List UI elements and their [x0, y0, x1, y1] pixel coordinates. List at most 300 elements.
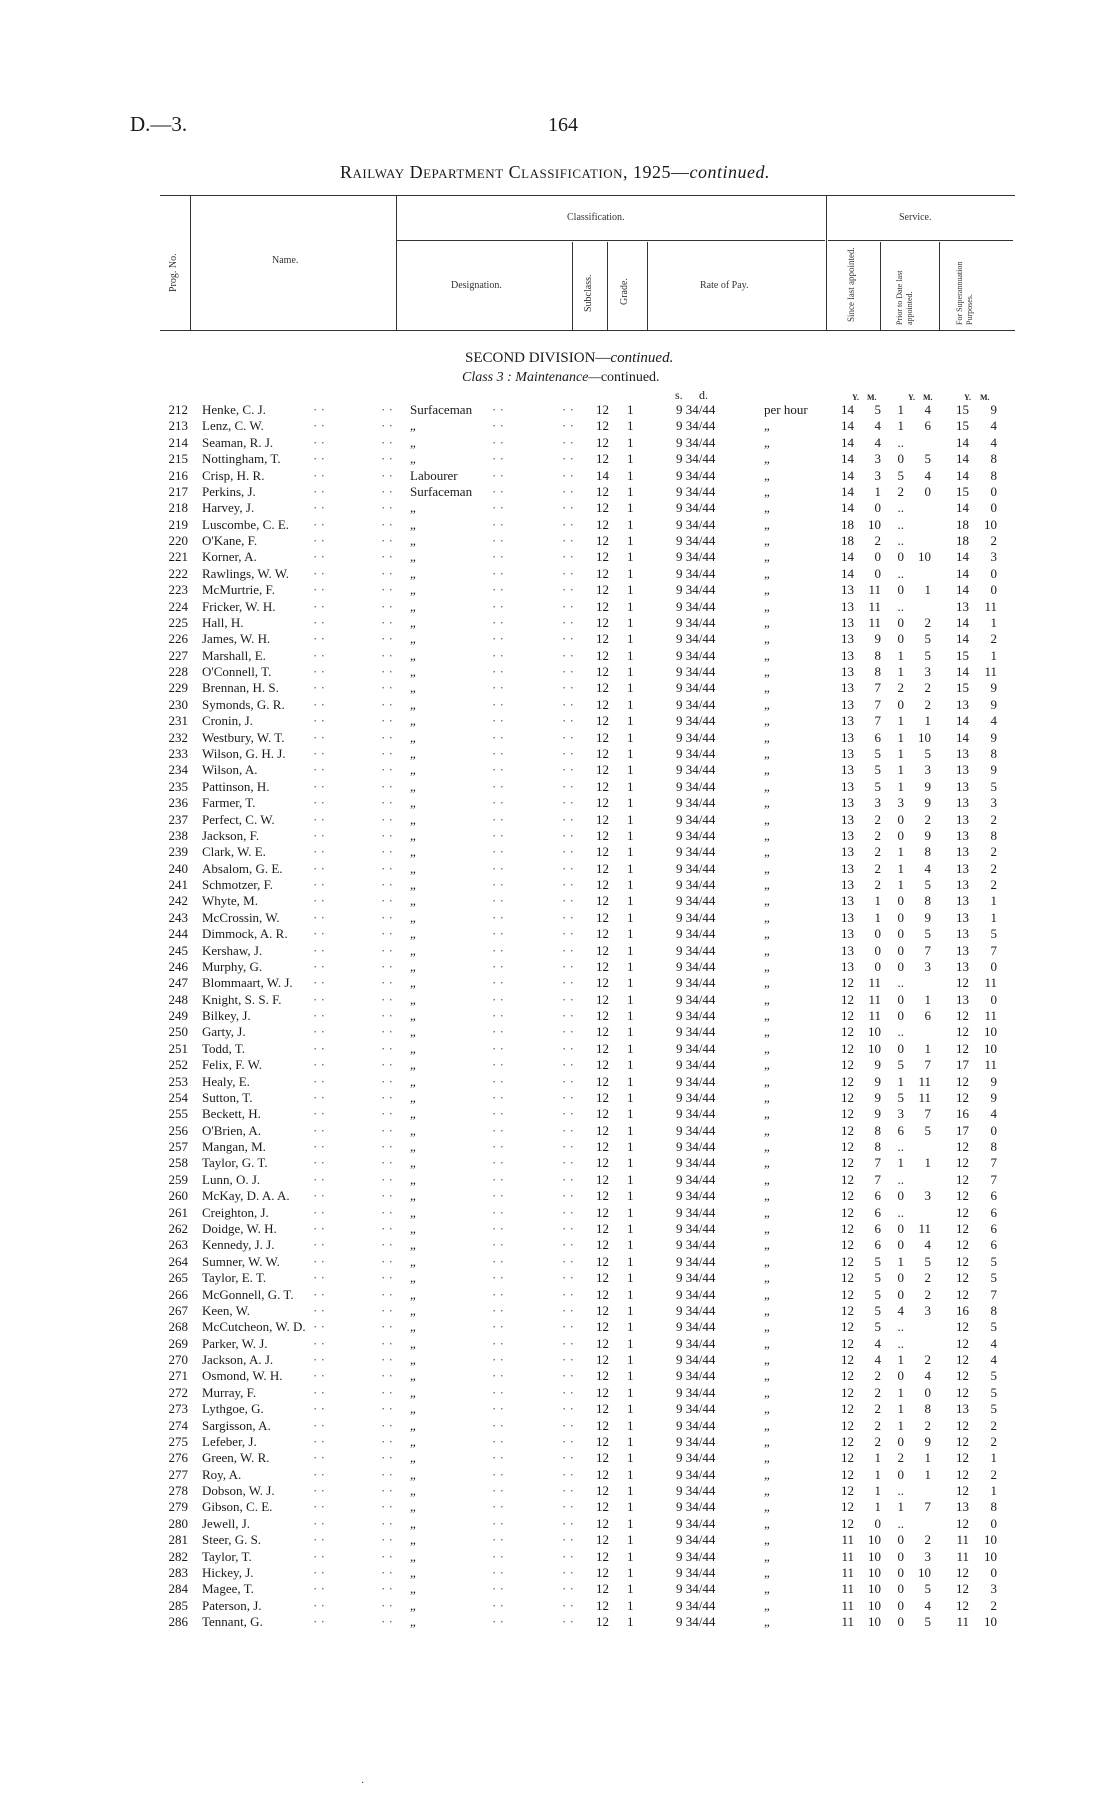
prior-service-months: 5	[924, 1122, 931, 1138]
leader-dots: · ·	[313, 1352, 325, 1368]
rate-of-pay: 9 34/44	[676, 1073, 716, 1089]
rate-unit: „	[764, 1057, 770, 1073]
rate-of-pay: 9 34/44	[676, 713, 716, 729]
employee-name: Beckett, H.	[202, 1106, 261, 1122]
subclass: 1	[627, 1515, 634, 1531]
superannuation-years: 18	[956, 516, 969, 532]
since-appointed-years: 13	[841, 631, 854, 647]
employee-name: Steer, G. S.	[202, 1532, 262, 1548]
designation: „	[410, 795, 416, 811]
leader-dots: · ·	[381, 893, 393, 909]
prior-service-years: 1	[897, 778, 904, 794]
employee-name: Healy, E.	[202, 1073, 250, 1089]
rate-unit: „	[764, 1106, 770, 1122]
header-designation: Designation.	[451, 280, 502, 291]
superannuation-months: 6	[990, 1204, 997, 1220]
leader-dots: · ·	[381, 631, 393, 647]
superannuation-years: 13	[956, 795, 969, 811]
prog-number: 219	[168, 516, 188, 532]
superannuation-years: 13	[956, 1499, 969, 1515]
leader-dots: · ·	[492, 926, 504, 942]
leader-dots: · ·	[492, 533, 504, 549]
prior-service-years: 0	[897, 1433, 904, 1449]
leader-dots: · ·	[492, 1433, 504, 1449]
rate-of-pay: 9 34/44	[676, 402, 716, 417]
grade: 12	[596, 1352, 609, 1368]
rate-unit: „	[764, 1433, 770, 1449]
prior-service-years: 1	[897, 745, 904, 761]
rate-unit: „	[764, 1499, 770, 1515]
employee-name: Tennant, G.	[202, 1614, 263, 1630]
leader-dots: · ·	[562, 1221, 574, 1236]
leader-dots: · ·	[313, 1450, 325, 1466]
leader-dots: · ·	[313, 1040, 325, 1056]
since-appointed-months: 10	[868, 1532, 881, 1548]
leader-dots: · ·	[313, 991, 325, 1007]
rate-unit: „	[764, 1139, 770, 1155]
superannuation-months: 7	[990, 942, 997, 958]
prog-number: 259	[168, 1171, 188, 1187]
prior-service-years: 0	[897, 1548, 904, 1564]
superannuation-months: 9	[990, 680, 997, 696]
rate-of-pay: 9 34/44	[676, 1515, 716, 1531]
designation: „	[410, 762, 416, 778]
since-appointed-years: 13	[841, 958, 854, 974]
leader-dots: · ·	[313, 1401, 325, 1417]
subclass: 1	[627, 434, 634, 450]
grade: 12	[596, 533, 609, 549]
superannuation-years: 11	[956, 1614, 969, 1630]
designation: „	[410, 631, 416, 647]
prog-number: 227	[168, 647, 188, 663]
rate-unit: „	[764, 1450, 770, 1466]
leader-dots: · ·	[313, 1057, 325, 1073]
superannuation-months: 9	[990, 696, 997, 712]
rate-of-pay: 9 34/44	[676, 926, 716, 942]
employee-name: Gibson, C. E.	[202, 1499, 273, 1515]
rate-of-pay: 9 34/44	[676, 729, 716, 745]
employee-name: Magee, T.	[202, 1581, 254, 1597]
leader-dots: · ·	[492, 1352, 504, 1368]
grade: 12	[596, 1204, 609, 1220]
rate-of-pay: 9 34/44	[676, 516, 716, 532]
since-appointed-years: 13	[841, 713, 854, 729]
rate-unit: „	[764, 418, 770, 434]
superannuation-months: 3	[990, 795, 997, 811]
prior-service-years: 0	[897, 582, 904, 598]
prior-service-years: ..	[897, 975, 904, 991]
employee-name: Garty, J.	[202, 1024, 246, 1040]
table-row	[0, 1598, 1114, 1614]
leader-dots: · ·	[313, 1319, 325, 1335]
superannuation-years: 13	[956, 696, 969, 712]
prior-service-months: 11	[918, 1089, 931, 1105]
division-heading-continued: continued.	[610, 350, 674, 366]
leader-dots: · ·	[381, 1401, 393, 1417]
rate-of-pay: 9 34/44	[676, 1057, 716, 1073]
since-appointed-years: 11	[841, 1548, 854, 1564]
employee-name: Osmond, W. H.	[202, 1368, 283, 1384]
leader-dots: · ·	[562, 1581, 574, 1597]
rate-of-pay: 9 34/44	[676, 1532, 716, 1548]
leader-dots: · ·	[492, 745, 504, 761]
superannuation-months: 0	[990, 483, 997, 499]
since-appointed-years: 12	[841, 1155, 854, 1171]
employee-name: Lythgoe, G.	[202, 1401, 264, 1417]
prior-service-months: 0	[924, 1384, 931, 1400]
rate-of-pay: 9 34/44	[676, 1499, 716, 1515]
prior-service-months: 7	[924, 1499, 931, 1515]
leader-dots: · ·	[381, 647, 393, 663]
grade: 12	[596, 1237, 609, 1253]
prior-service-years: 0	[897, 1270, 904, 1286]
designation: „	[410, 1040, 416, 1056]
since-appointed-years: 13	[841, 844, 854, 860]
employee-name: Seaman, R. J.	[202, 434, 274, 450]
employee-name: Mangan, M.	[202, 1139, 266, 1155]
superannuation-years: 12	[956, 1270, 969, 1286]
designation: Labourer	[410, 467, 458, 483]
superannuation-years: 14	[956, 565, 969, 581]
leader-dots: · ·	[562, 1368, 574, 1384]
superannuation-months: 2	[990, 631, 997, 647]
since-appointed-months: 2	[874, 844, 881, 860]
leader-dots: · ·	[381, 1352, 393, 1368]
leader-dots: · ·	[381, 1057, 393, 1073]
superannuation-months: 4	[990, 434, 997, 450]
superannuation-months: 0	[990, 582, 997, 598]
leader-dots: · ·	[313, 1564, 325, 1580]
service-underline	[828, 240, 1013, 241]
employee-name: O'Connell, T.	[202, 664, 272, 680]
prog-number: 249	[168, 1008, 188, 1024]
rate-unit: „	[764, 1466, 770, 1482]
superannuation-months: 10	[984, 516, 997, 532]
subclass: 1	[627, 811, 634, 827]
subclass: 1	[627, 1614, 634, 1630]
leader-dots: · ·	[492, 483, 504, 499]
superannuation-months: 7	[990, 1171, 997, 1187]
grade: 14	[596, 467, 609, 483]
employee-name: Murphy, G.	[202, 958, 263, 974]
leader-dots: · ·	[381, 1139, 393, 1155]
rate-unit: „	[764, 1286, 770, 1302]
leader-dots: · ·	[313, 893, 325, 909]
rate-unit: „	[764, 1270, 770, 1286]
superannuation-years: 12	[956, 1008, 969, 1024]
rate-unit: „	[764, 942, 770, 958]
leader-dots: · ·	[562, 582, 574, 598]
leader-dots: · ·	[381, 1564, 393, 1580]
since-appointed-months: 8	[874, 1139, 881, 1155]
superannuation-years: 13	[956, 958, 969, 974]
leader-dots: · ·	[492, 1253, 504, 1269]
designation: „	[410, 909, 416, 925]
leader-dots: · ·	[381, 827, 393, 843]
superannuation-months: 4	[990, 1335, 997, 1351]
leader-dots: · ·	[381, 1122, 393, 1138]
superannuation-months: 0	[990, 991, 997, 1007]
superannuation-months: 0	[990, 1122, 997, 1138]
grade: 12	[596, 1597, 609, 1613]
since-appointed-years: 11	[841, 1532, 854, 1548]
designation: „	[410, 860, 416, 876]
prior-service-months: 5	[924, 745, 931, 761]
superannuation-months: 2	[990, 533, 997, 549]
since-appointed-years: 13	[841, 893, 854, 909]
rate-unit: „	[764, 1564, 770, 1580]
grade: 12	[596, 1155, 609, 1171]
designation: „	[410, 1221, 416, 1236]
page-title	[340, 162, 770, 183]
grade: 12	[596, 631, 609, 647]
employee-name: Clark, W. E.	[202, 844, 266, 860]
rate-of-pay: 9 34/44	[676, 1188, 716, 1204]
leader-dots: · ·	[492, 1384, 504, 1400]
prior-service-months: 3	[924, 762, 931, 778]
prog-number: 279	[168, 1499, 188, 1515]
superannuation-years: 15	[956, 647, 969, 663]
since-appointed-months: 6	[874, 1188, 881, 1204]
designation: Surfaceman	[410, 402, 473, 417]
table-row	[0, 1024, 1114, 1040]
table-row	[0, 1123, 1114, 1139]
table-row	[0, 435, 1114, 451]
since-appointed-years: 12	[841, 1073, 854, 1089]
prior-service-months: 5	[924, 1614, 931, 1630]
grade: 12	[596, 1008, 609, 1024]
leader-dots: · ·	[381, 1171, 393, 1187]
subclass: 1	[627, 975, 634, 991]
header-rate-of-pay: Rate of Pay.	[700, 280, 749, 291]
leader-dots: · ·	[381, 1286, 393, 1302]
since-appointed-months: 7	[874, 1171, 881, 1187]
table-row	[0, 779, 1114, 795]
superannuation-years: 12	[956, 1433, 969, 1449]
leader-dots: · ·	[562, 1564, 574, 1580]
since-appointed-months: 1	[874, 1466, 881, 1482]
leader-dots: · ·	[381, 1466, 393, 1482]
since-appointed-years: 13	[841, 664, 854, 680]
superannuation-months: 1	[990, 893, 997, 909]
leader-dots: · ·	[492, 631, 504, 647]
leader-dots: · ·	[562, 1106, 574, 1122]
rate-of-pay: 9 34/44	[676, 1024, 716, 1040]
grade: 12	[596, 975, 609, 991]
leader-dots: · ·	[562, 647, 574, 663]
superannuation-months: 5	[990, 778, 997, 794]
since-appointed-years: 12	[841, 1089, 854, 1105]
employee-name: Pattinson, H.	[202, 778, 270, 794]
table-row	[0, 1155, 1114, 1171]
prog-number: 280	[168, 1515, 188, 1531]
leader-dots: · ·	[381, 402, 393, 417]
prog-number: 262	[168, 1221, 188, 1236]
since-appointed-years: 11	[841, 1614, 854, 1630]
leader-dots: · ·	[313, 582, 325, 598]
subclass: 1	[627, 549, 634, 565]
designation: „	[410, 1597, 416, 1613]
grade: 12	[596, 483, 609, 499]
since-appointed-years: 12	[841, 1204, 854, 1220]
since-appointed-months: 10	[868, 1548, 881, 1564]
leader-dots: · ·	[313, 451, 325, 467]
rate-unit: „	[764, 1614, 770, 1630]
leader-dots: · ·	[492, 1466, 504, 1482]
since-appointed-years: 12	[841, 1335, 854, 1351]
prior-service-months: 9	[924, 827, 931, 843]
rate-unit: „	[764, 1581, 770, 1597]
grade: 12	[596, 598, 609, 614]
leader-dots: · ·	[562, 1073, 574, 1089]
prior-service-months: 4	[924, 467, 931, 483]
designation: „	[410, 1237, 416, 1253]
table-row	[0, 844, 1114, 860]
superannuation-months: 7	[990, 1155, 997, 1171]
rate-unit: „	[764, 1384, 770, 1400]
since-appointed-years: 12	[841, 1171, 854, 1187]
grade: 12	[596, 909, 609, 925]
prior-service-months: 8	[924, 893, 931, 909]
rate-of-pay: 9 34/44	[676, 418, 716, 434]
rate-unit: „	[764, 647, 770, 663]
superannuation-months: 9	[990, 1089, 997, 1105]
since-appointed-months: 6	[874, 1237, 881, 1253]
since-appointed-months: 5	[874, 1253, 881, 1269]
leader-dots: · ·	[381, 1270, 393, 1286]
leader-dots: · ·	[562, 877, 574, 893]
prior-service-months: 7	[924, 1057, 931, 1073]
rate-of-pay: 9 34/44	[676, 1139, 716, 1155]
designation: „	[410, 1515, 416, 1531]
superannuation-years: 16	[956, 1106, 969, 1122]
rate-of-pay: 9 34/44	[676, 844, 716, 860]
employee-name: Rawlings, W. W.	[202, 565, 290, 581]
rate-unit: „	[764, 1483, 770, 1499]
employee-name: Bilkey, J.	[202, 1008, 251, 1024]
subclass: 1	[627, 1204, 634, 1220]
leader-dots: · ·	[492, 975, 504, 991]
prog-number: 266	[168, 1286, 188, 1302]
prior-service-months: 2	[924, 680, 931, 696]
superannuation-years: 12	[956, 1286, 969, 1302]
since-appointed-years: 14	[841, 434, 854, 450]
leader-dots: · ·	[381, 664, 393, 680]
leader-dots: · ·	[381, 1155, 393, 1171]
grade: 12	[596, 729, 609, 745]
since-appointed-months: 10	[868, 1024, 881, 1040]
superannuation-years: 12	[956, 1171, 969, 1187]
rate-of-pay: 9 34/44	[676, 565, 716, 581]
subclass: 1	[627, 1335, 634, 1351]
employee-name: McMurtrie, F.	[202, 582, 275, 598]
leader-dots: · ·	[492, 598, 504, 614]
prior-service-months: 8	[924, 1401, 931, 1417]
subclass: 1	[627, 1286, 634, 1302]
employee-name: Crisp, H. R.	[202, 467, 265, 483]
leader-dots: · ·	[562, 713, 574, 729]
rate-of-pay: 9 34/44	[676, 860, 716, 876]
table-row	[0, 1188, 1114, 1204]
subclass: 1	[627, 1319, 634, 1335]
since-appointed-years: 12	[841, 1286, 854, 1302]
table-row	[0, 1549, 1114, 1565]
grade: 12	[596, 1040, 609, 1056]
prior-service-years: 5	[897, 467, 904, 483]
prog-number: 256	[168, 1122, 188, 1138]
since-appointed-years: 13	[841, 696, 854, 712]
superannuation-years: 12	[956, 1352, 969, 1368]
division-heading	[465, 350, 673, 367]
prior-service-years: 1	[897, 402, 904, 417]
leader-dots: · ·	[562, 533, 574, 549]
since-appointed-months: 1	[874, 483, 881, 499]
since-appointed-months: 11	[868, 1008, 881, 1024]
since-appointed-years: 13	[841, 942, 854, 958]
superannuation-years: 13	[956, 1401, 969, 1417]
since-appointed-years: 14	[841, 402, 854, 417]
subclass: 1	[627, 582, 634, 598]
employee-name: McCutcheon, W. D.	[202, 1319, 306, 1335]
subclass: 1	[627, 991, 634, 1007]
leader-dots: · ·	[492, 795, 504, 811]
leader-dots: · ·	[492, 1057, 504, 1073]
designation: „	[410, 1171, 416, 1187]
table-row	[0, 1401, 1114, 1417]
grade: 12	[596, 1433, 609, 1449]
leader-dots: · ·	[492, 696, 504, 712]
leader-dots: · ·	[381, 1040, 393, 1056]
since-appointed-years: 11	[841, 1597, 854, 1613]
superannuation-months: 2	[990, 860, 997, 876]
rate-of-pay: 9 34/44	[676, 1089, 716, 1105]
leader-dots: · ·	[492, 1237, 504, 1253]
prog-number: 273	[168, 1401, 188, 1417]
since-appointed-years: 12	[841, 1352, 854, 1368]
prior-service-years: 0	[897, 631, 904, 647]
superannuation-years: 12	[956, 1253, 969, 1269]
rate-of-pay: 9 34/44	[676, 1204, 716, 1220]
superannuation-months: 5	[990, 1401, 997, 1417]
since-appointed-months: 1	[874, 1450, 881, 1466]
table-row	[0, 697, 1114, 713]
leader-dots: · ·	[492, 1483, 504, 1499]
prior-service-months: 1	[924, 991, 931, 1007]
grade: 12	[596, 582, 609, 598]
leader-dots: · ·	[562, 1089, 574, 1105]
rate-of-pay: 9 34/44	[676, 631, 716, 647]
table-row	[0, 1467, 1114, 1483]
superannuation-months: 10	[984, 1532, 997, 1548]
superannuation-years: 17	[956, 1122, 969, 1138]
grade: 12	[596, 1581, 609, 1597]
subclass: 1	[627, 614, 634, 630]
class-name: Maintenance—	[515, 370, 601, 385]
employee-name: Kennedy, J. J.	[202, 1237, 275, 1253]
grade: 12	[596, 1450, 609, 1466]
table-row	[0, 451, 1114, 467]
rate-of-pay: 9 34/44	[676, 975, 716, 991]
grade: 12	[596, 1139, 609, 1155]
prog-number: 278	[168, 1483, 188, 1499]
leader-dots: · ·	[313, 811, 325, 827]
prog-number: 245	[168, 942, 188, 958]
since-appointed-years: 11	[841, 1581, 854, 1597]
leader-dots: · ·	[313, 975, 325, 991]
grade: 12	[596, 860, 609, 876]
leader-dots: · ·	[492, 1499, 504, 1515]
leader-dots: · ·	[313, 1008, 325, 1024]
